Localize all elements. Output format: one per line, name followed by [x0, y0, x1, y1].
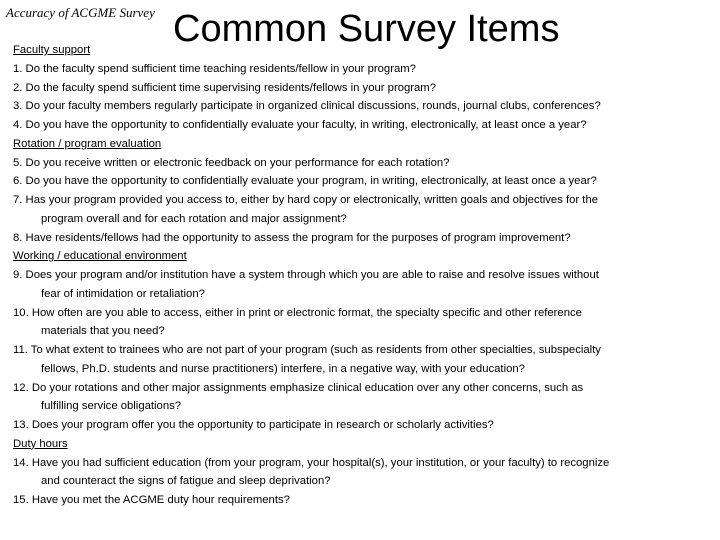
survey-item-continuation: and counteract the signs of fatigue and sleep deprivation? [41, 475, 331, 488]
survey-item [13, 229, 713, 248]
survey-item-text: 2. Do the faculty spend sufficient time supervising residents/fellows in your program? [13, 81, 437, 94]
survey-item-text: 4. Do you have the opportunity to confidentially evaluate your faculty, in writing, electronically, at least once a year? [13, 119, 587, 131]
survey-item [13, 491, 713, 510]
section-heading: Faculty support [13, 44, 91, 56]
survey-item-text: 9. Does your program and/or institution have a system through which you are able to raise and resolve issues without [13, 269, 599, 281]
survey-item-text: 5. Do you receive written or electronic feedback on your performance for each rotation? [13, 156, 450, 169]
survey-item [13, 191, 713, 229]
survey-item-continuation: fellows, Ph.D. students and nurse practitioners) interfere, in a negative way, with your education? [41, 362, 525, 375]
survey-item [13, 266, 713, 304]
survey-item-continuation: materials that you need? [41, 325, 165, 338]
survey-item-text: 11. To what extent to trainees who are not part of your program (such as residents from other specialties, subspecialty [13, 344, 601, 356]
survey-item-text: 14. Have you had sufficient education (from your program, your hospital(s), your institution, or your faculty) to recognize [13, 456, 610, 469]
page-title: Common Survey Items [173, 8, 560, 50]
survey-item-text: 15. Have you met the ACGME duty hour requirements? [13, 494, 290, 506]
survey-item [13, 154, 713, 173]
survey-item-text: 1. Do the faculty spend sufficient time teaching residents/fellow in your program? [13, 62, 416, 75]
header-label: Accuracy of ACGME Survey [6, 5, 155, 20]
survey-item [13, 60, 713, 79]
survey-item-text: 8. Have residents/fellows had the opportunity to assess the program for the purposes of program improvement? [13, 231, 571, 244]
survey-item [13, 79, 713, 98]
survey-item-text: 7. Has your program provided you access to, either by hard copy or electronically, written goals and objectives for the [13, 194, 599, 206]
survey-item [13, 97, 713, 116]
survey-item-text: 12. Do your rotations and other major assignments emphasize clinical education over any other concerns, such as [13, 381, 584, 394]
section-heading: Working / educational environment [13, 250, 187, 263]
survey-item-text: 13. Does your program offer you the opportunity to participate in research or scholarly activities? [13, 419, 494, 431]
survey-item [13, 172, 713, 191]
survey-item-continuation: fear of intimidation or retaliation? [41, 287, 205, 300]
section-heading: Duty hours [13, 437, 68, 450]
survey-item [13, 416, 713, 435]
survey-item [13, 116, 713, 135]
survey-item-continuation: program overall and for each rotation and major assignment? [41, 212, 347, 225]
survey-content [13, 41, 713, 510]
survey-item-text: 10. How often are you able to access, either in print or electronic format, the specialty specific and other reference [13, 306, 582, 319]
section-heading: Rotation / program evaluation [13, 137, 162, 150]
survey-item [13, 304, 713, 342]
survey-item-text: 3. Do your faculty members regularly participate in organized clinical discussions, rounds, journal clubs, conferences? [13, 100, 601, 113]
survey-item [13, 454, 713, 492]
survey-item [13, 341, 713, 379]
survey-item-text: 6. Do you have the opportunity to confidentially evaluate your program, in writing, electronically, at least once a year? [13, 175, 597, 188]
survey-item [13, 379, 713, 417]
survey-item-continuation: fulfilling service obligations? [41, 400, 182, 413]
